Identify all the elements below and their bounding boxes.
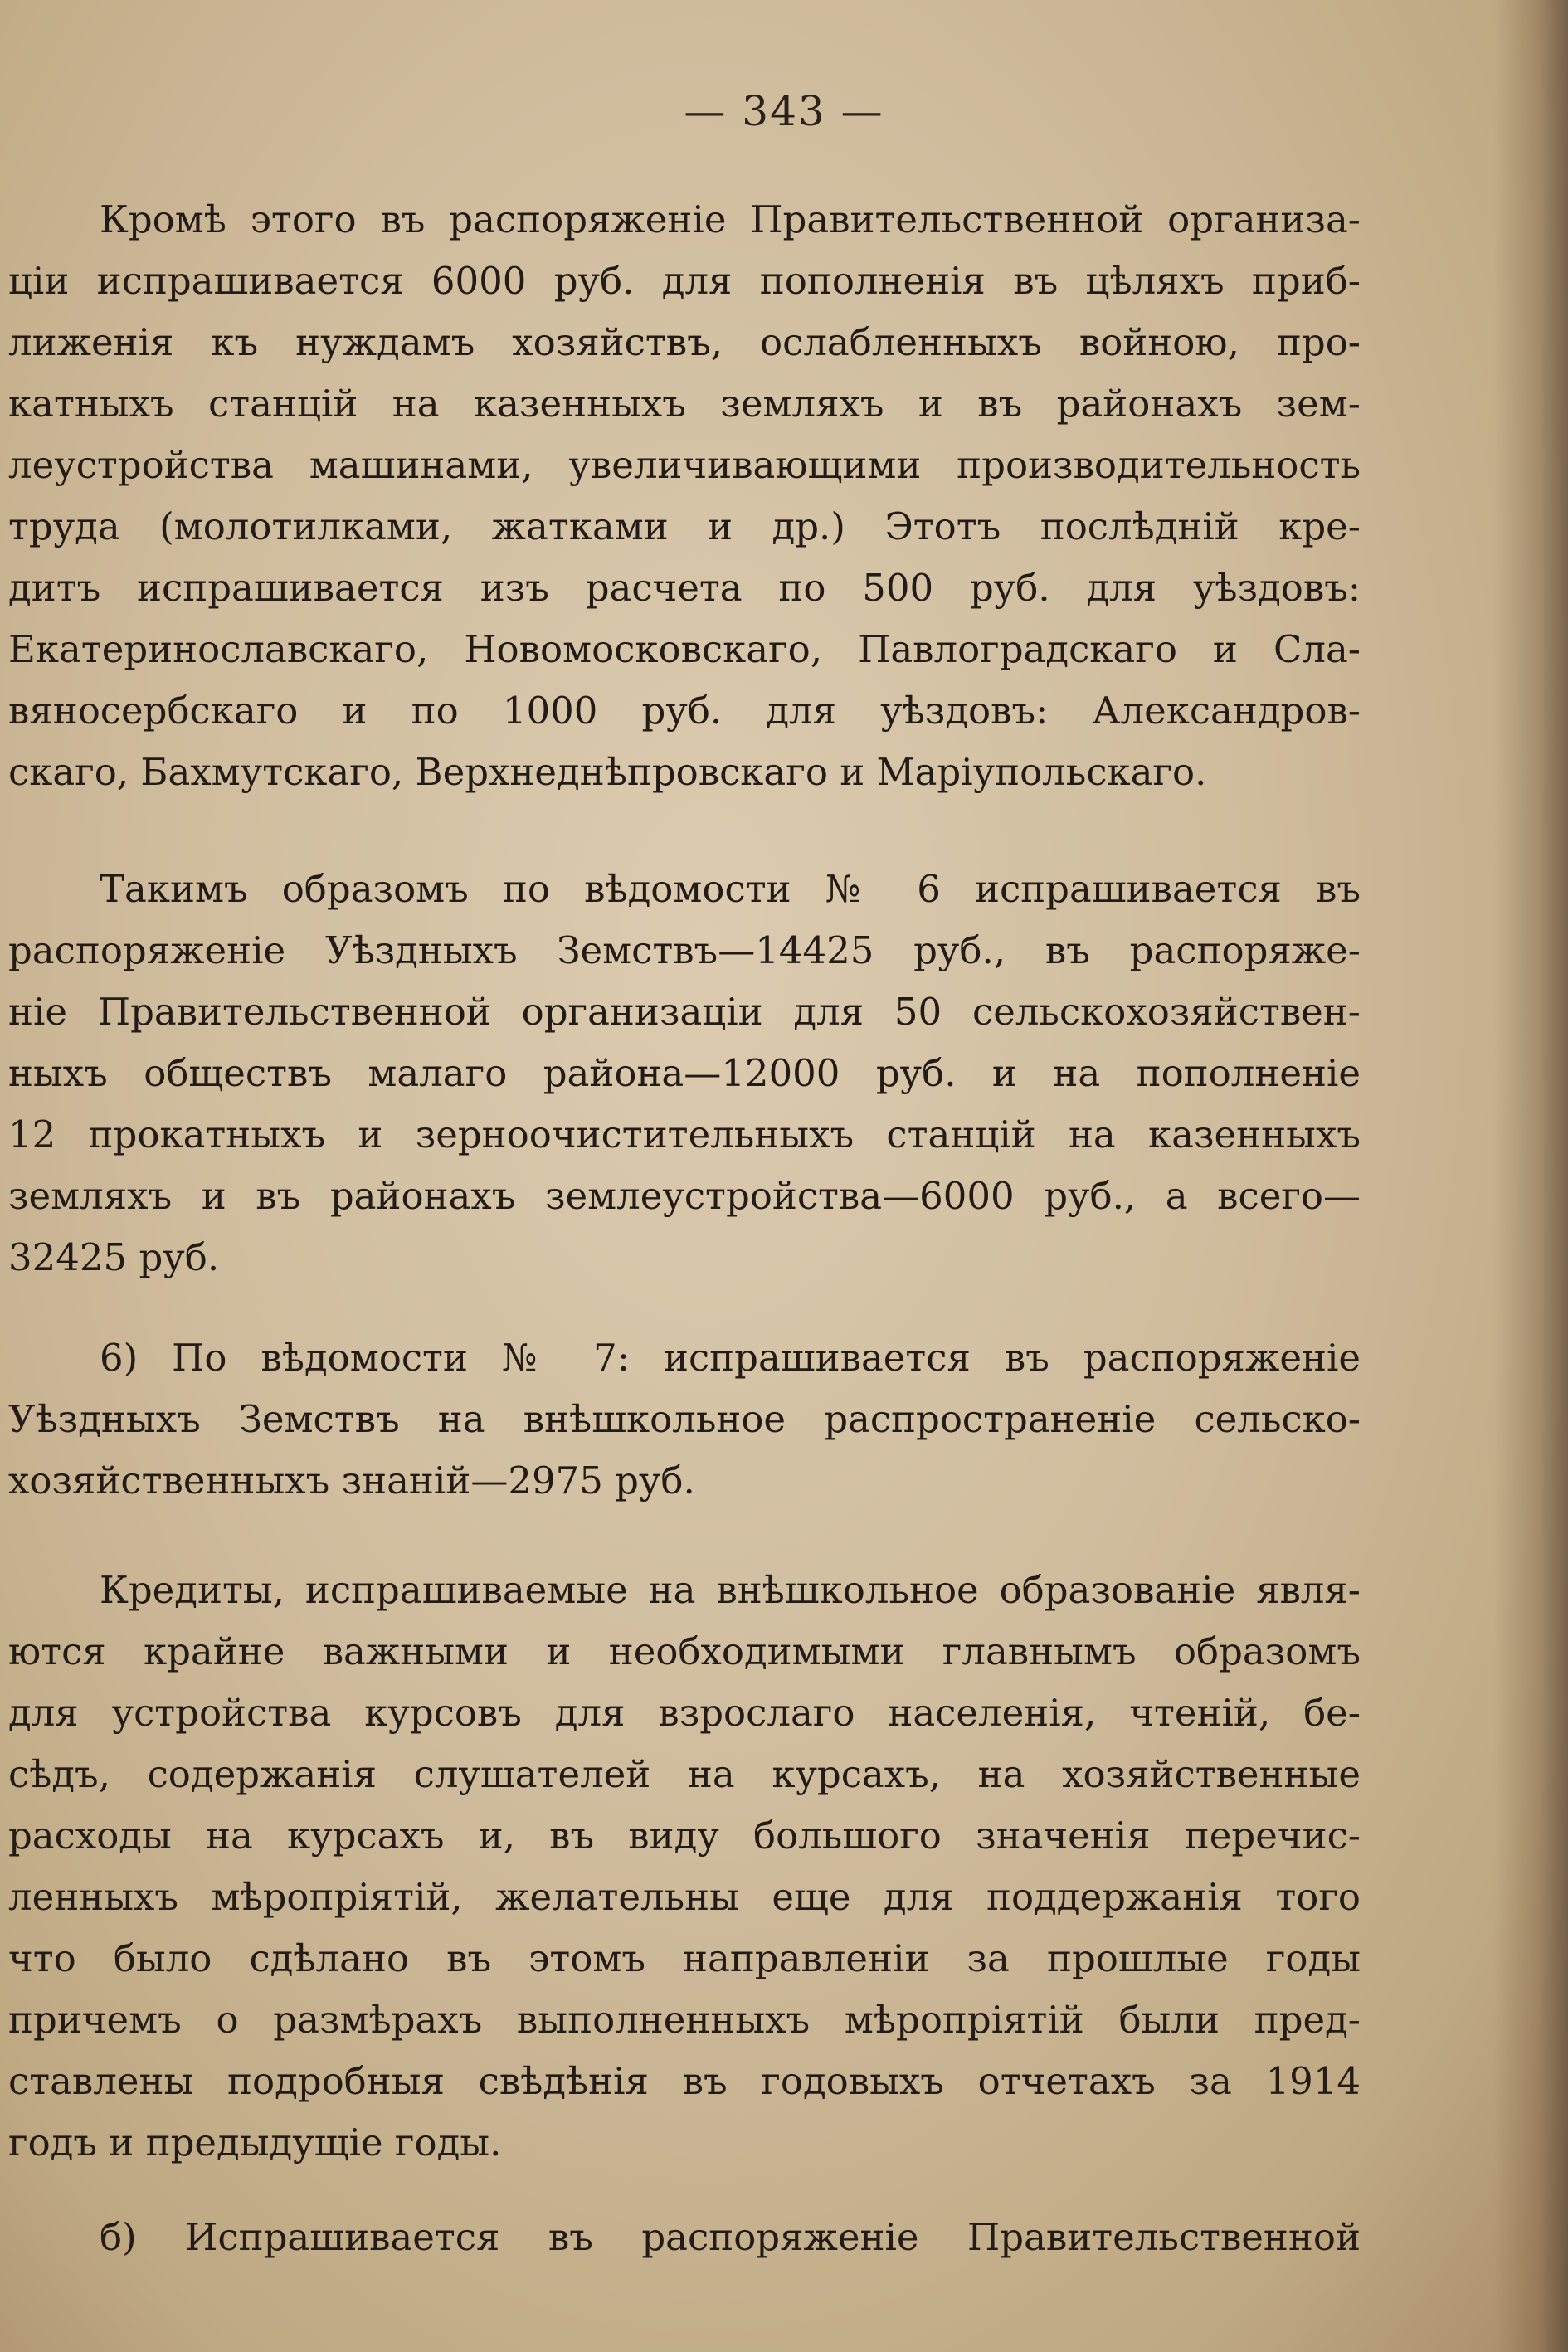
text-line: Уѣздныхъ Земствъ на внѣшкольное распространеніе сельско- bbox=[8, 1397, 1361, 1441]
text-line: труда (молотилками, жатками и др.) Этотъ послѣдній кре- bbox=[8, 504, 1361, 548]
text-line: распоряженіе Уѣздныхъ Земствъ—14425 руб., въ распоряже- bbox=[8, 928, 1361, 972]
text-line: причемъ о размѣрахъ выполненныхъ мѣропріятій были пред- bbox=[8, 1998, 1361, 2042]
text-line: сѣдъ, содержанія слушателей на курсахъ, на хозяйственные bbox=[8, 1752, 1361, 1796]
text-line: ныхъ обществъ малаго района—12000 руб. и на пополненіе bbox=[8, 1051, 1361, 1095]
text-line: б) Испрашивается въ распоряженіе Правительственной bbox=[100, 2215, 1361, 2259]
text-line: леустройства машинами, увеличивающими производительность bbox=[8, 443, 1361, 487]
text-line: ніе Правительственной организаціи для 50 сельскохозяйствен- bbox=[8, 990, 1361, 1034]
text-line: Кредиты, испрашиваемые на внѣшкольное образованіе явля- bbox=[100, 1568, 1361, 1612]
text-line: Екатеринославскаго, Новомосковскаго, Павлоградскаго и Сла- bbox=[8, 627, 1361, 671]
paragraph-1 bbox=[8, 189, 1361, 803]
text-line: расходы на курсахъ и, въ виду большого значенія перечис- bbox=[8, 1814, 1361, 1858]
text-line: 6) По вѣдомости № 7: испрашивается въ распоряженіе bbox=[100, 1336, 1361, 1380]
text-line: лиженія къ нуждамъ хозяйствъ, ослабленныхъ войною, про- bbox=[8, 320, 1361, 364]
text-line: катныхъ станцій на казенныхъ земляхъ и въ районахъ зем- bbox=[8, 382, 1361, 426]
page-edge-shadow bbox=[1493, 0, 1568, 2352]
paragraph-2 bbox=[8, 859, 1361, 1288]
text-line: 32425 руб. bbox=[8, 1235, 220, 1279]
text-line: для устройства курсовъ для взрослаго населенія, чтеній, бе- bbox=[8, 1691, 1361, 1735]
text-line: что было сдѣлано въ этомъ направленіи за прошлые годы bbox=[8, 1936, 1361, 1980]
text-line: Кромѣ этого въ распоряженіе Правительственной организа- bbox=[100, 197, 1361, 241]
paragraph-5 bbox=[8, 2207, 1361, 2268]
text-line: ставлены подробныя свѣдѣнія въ годовыхъ отчетахъ за 1914 bbox=[8, 2059, 1361, 2103]
text-line: годъ и предыдущіе годы. bbox=[8, 2121, 502, 2165]
text-line: земляхъ и въ районахъ землеустройства—6000 руб., а всего— bbox=[8, 1174, 1361, 1218]
page-number: — 343 — bbox=[684, 87, 884, 135]
text-line: скаго, Бахмутскаго, Верхнеднѣпровскаго и Маріупольскаго. bbox=[8, 750, 1207, 794]
text-line: ленныхъ мѣропріятій, желательны еще для поддержанія того bbox=[8, 1875, 1361, 1919]
paragraph-4 bbox=[8, 1560, 1361, 2174]
text-line: Такимъ образомъ по вѣдомости № 6 испрашивается въ bbox=[100, 867, 1361, 911]
text-line: ціи испрашивается 6000 руб. для пополненія въ цѣляхъ приб- bbox=[8, 259, 1361, 303]
text-line: вяносербскаго и по 1000 руб. для уѣздовъ: Александров- bbox=[8, 689, 1361, 733]
text-line: ются крайне важными и необходимыми главнымъ образомъ bbox=[8, 1629, 1361, 1673]
text-line: 12 прокатныхъ и зерноочистительныхъ станцій на казенныхъ bbox=[8, 1113, 1361, 1157]
text-line: хозяйственныхъ знаній—2975 руб. bbox=[8, 1458, 695, 1502]
paragraph-3 bbox=[8, 1327, 1361, 1512]
text-line: дитъ испрашивается изъ расчета по 500 руб. для уѣздовъ: bbox=[8, 566, 1361, 610]
